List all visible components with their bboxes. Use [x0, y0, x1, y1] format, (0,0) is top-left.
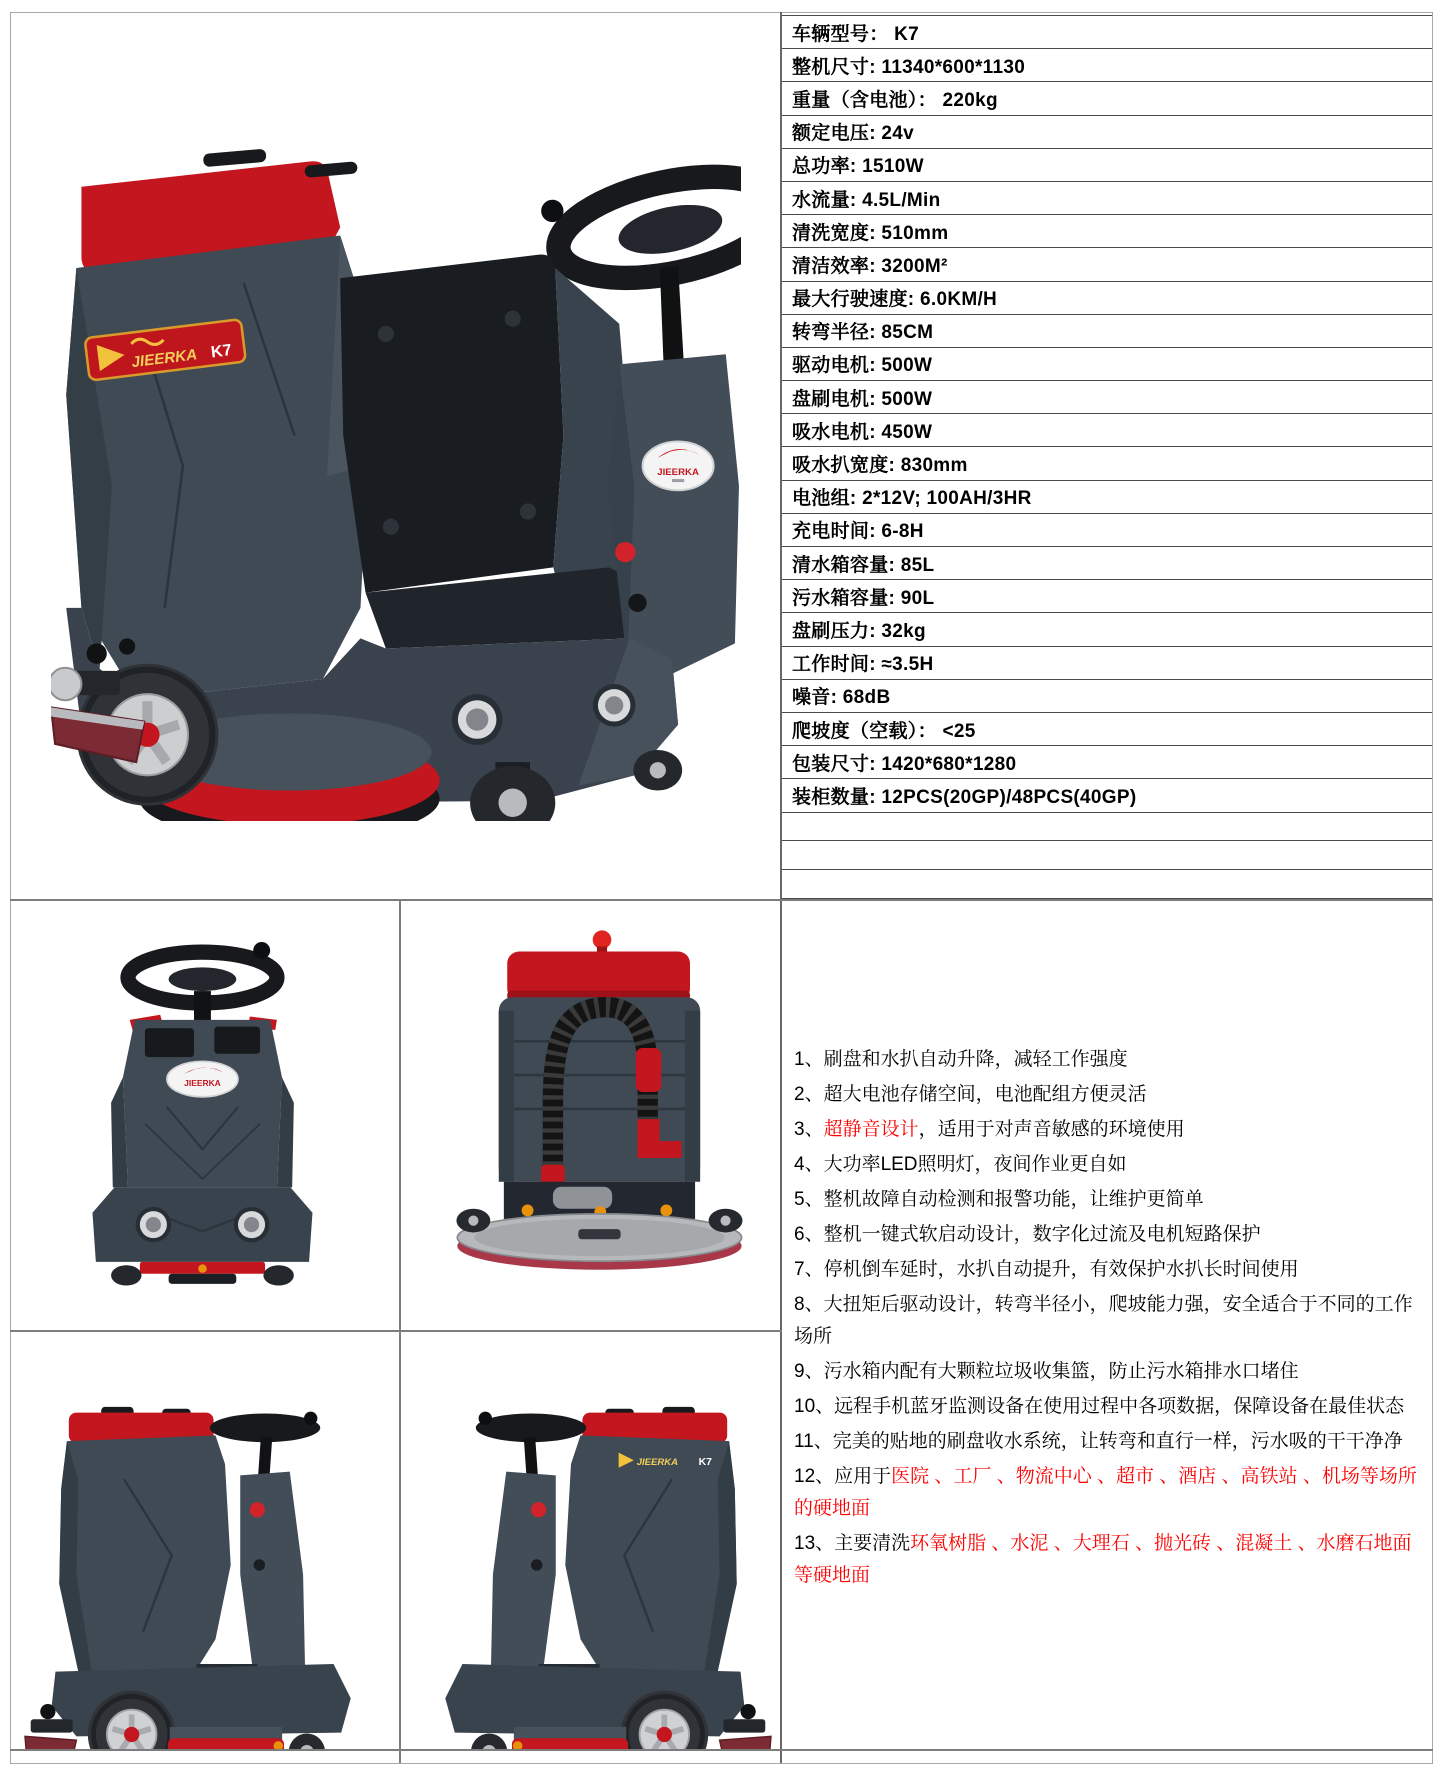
svg-text:JIEERKA: JIEERKA — [130, 346, 198, 372]
spec-table — [782, 15, 1432, 899]
front-shroud — [92, 1187, 312, 1261]
feature-text: 13、主要清洗 — [794, 1533, 911, 1554]
spec-row-empty — [782, 841, 1432, 870]
spec-row — [782, 16, 1432, 49]
scrubber-three-quarter-illustration — [51, 131, 741, 821]
headlight-right — [234, 1207, 270, 1243]
feature-item — [794, 1149, 1422, 1181]
feature-text: ，适用于对声音敏感的环境使用 — [918, 1119, 1185, 1140]
product-photo-front-view — [11, 901, 399, 1329]
spec-row-text: 清洁效率: 3200M² — [792, 255, 948, 277]
feature-text: 8、大扭矩后驱动设计，转弯半径小，爬坡能力强，安全适合于不同的工作场所 — [794, 1294, 1413, 1347]
feature-item — [794, 1254, 1422, 1286]
headlight-right — [592, 684, 635, 727]
spec-row-text: 最大行驶速度: 6.0KM/H — [792, 289, 998, 311]
spec-row-text: 充电时间: 6-8H — [792, 521, 924, 543]
spec-row-text: 污水箱容量: 90L — [792, 587, 935, 609]
spec-row — [782, 348, 1432, 381]
feature-item — [794, 1289, 1422, 1353]
product-photo-side-right-view — [401, 1332, 780, 1749]
spec-row-text: 包装尺寸: 1420*680*1280 — [792, 753, 1017, 775]
product-photo-side-left-view — [11, 1332, 399, 1749]
feature-item — [794, 1079, 1422, 1111]
feature-item — [794, 1391, 1422, 1423]
feature-highlight-text: 超静音设计 — [823, 1119, 919, 1140]
hose-fitting — [635, 1048, 660, 1092]
feature-text: 6、整机一键式软启动设计，数字化过流及电机短路保护 — [794, 1224, 1261, 1245]
steering-console — [240, 1472, 305, 1676]
spec-row-text: 盘刷电机: 500W — [792, 388, 933, 410]
spec-row — [782, 116, 1432, 149]
spec-row — [782, 713, 1432, 746]
spec-row-text: 吸水电机: 450W — [792, 421, 933, 443]
spec-row-text: 噪音: 68dB — [792, 687, 891, 709]
feature-highlight-text: 环氧树脂 、水泥 、大理石 、抛光砖 、混凝土 、水磨石地面等硬地面 — [794, 1533, 1412, 1586]
spec-row — [782, 680, 1432, 713]
tank-body — [66, 236, 367, 700]
feature-item — [794, 1184, 1422, 1216]
feature-item — [794, 1461, 1422, 1525]
feature-item — [794, 1114, 1422, 1146]
spec-row-text: 重量（含电池）： 220kg — [792, 89, 998, 111]
spec-row-text: 整机尺寸: 11340*600*1130 — [792, 56, 1026, 78]
spec-row-text: 清洗宽度: 510mm — [792, 222, 949, 244]
feature-text: 2、超大电池存储空间，电池配组方便灵活 — [794, 1084, 1147, 1105]
feature-text: 5、整机故障自动检测和报警功能，让维护更简单 — [794, 1189, 1204, 1210]
svg-text:JIEERKA: JIEERKA — [656, 466, 699, 478]
spec-row — [782, 547, 1432, 580]
spec-row — [782, 149, 1432, 182]
spec-row — [782, 481, 1432, 514]
svg-text:JIEERKA: JIEERKA — [184, 1077, 221, 1088]
svg-text:K7: K7 — [209, 341, 233, 362]
spec-row — [782, 248, 1432, 281]
feature-text: 10、远程手机蓝牙监测设备在使用过程中各项数据，保障设备在最佳状态 — [794, 1396, 1405, 1417]
spec-row — [782, 182, 1432, 215]
spec-row-text: 装柜数量: 12PCS(20GP)/48PCS(40GP) — [792, 786, 1137, 808]
spec-row — [782, 414, 1432, 447]
spec-row-text: 水流量: 4.5L/Min — [792, 189, 941, 211]
spec-row — [782, 514, 1432, 547]
product-photo-main — [11, 13, 780, 899]
spec-row — [782, 381, 1432, 414]
brush-housing — [168, 1738, 284, 1749]
scrubber-rear-illustration — [426, 909, 756, 1297]
product-photo-rear-top-view — [401, 901, 780, 1329]
svg-text:K7: K7 — [698, 1456, 712, 1468]
feature-text: 7、停机倒车延时，水扒自动提升，有效保护水扒长时间使用 — [794, 1259, 1299, 1280]
logo-badge — [642, 442, 713, 491]
spec-row-text: 吸水扒宽度: 830mm — [792, 455, 968, 477]
spec-row — [782, 447, 1432, 480]
beacon-light — [592, 930, 611, 949]
spec-row-empty — [782, 870, 1432, 899]
spec-row — [782, 647, 1432, 680]
feature-highlight-text: 医院 、工厂 、物流中心 、超市 、酒店 、高铁站 、机场等场所的硬地面 — [794, 1466, 1417, 1519]
seat-backrest — [340, 255, 563, 593]
red-button — [615, 542, 635, 562]
spec-row — [782, 282, 1432, 315]
spec-row — [782, 215, 1432, 248]
spec-row-text: 工作时间: ≈3.5H — [792, 654, 934, 676]
spec-row-text: 车辆型号： K7 — [792, 23, 919, 45]
spec-row — [782, 82, 1432, 115]
spec-row — [782, 580, 1432, 613]
feature-list — [782, 1044, 1430, 1595]
spec-row-text: 清水箱容量: 85L — [792, 554, 935, 576]
spec-row — [782, 746, 1432, 779]
feature-text: 3、 — [794, 1119, 824, 1140]
feature-item — [794, 1044, 1422, 1076]
feature-text: 12、应用于 — [794, 1466, 892, 1487]
feature-item — [794, 1356, 1422, 1388]
steering-wheel — [539, 153, 741, 297]
spec-row — [782, 779, 1432, 812]
divider-horizontal-bottom — [10, 1749, 1433, 1751]
spec-row-text: 电池组: 2*12V; 100AH/3HR — [792, 488, 1032, 510]
spec-row — [782, 613, 1432, 646]
feature-text: 9、污水箱内配有大颗粒垃圾收集篮，防止污水箱排水口堵住 — [794, 1361, 1299, 1382]
spec-row — [782, 49, 1432, 82]
svg-text:JIEERKA: JIEERKA — [636, 1456, 678, 1468]
feature-text: 1、刷盘和水扒自动升降，减轻工作强度 — [794, 1049, 1128, 1070]
feature-text: 4、大功率LED照明灯，夜间作业更自如 — [794, 1154, 1127, 1175]
spec-row-text: 转弯半径: 85CM — [792, 322, 934, 344]
spec-row-empty — [782, 813, 1432, 842]
spec-row — [782, 315, 1432, 348]
headlight-left — [451, 694, 502, 745]
spec-row-text: 额定电压: 24v — [792, 123, 915, 145]
spec-row-text: 驱动电机: 500W — [792, 355, 933, 377]
spec-row-text: 爬坡度（空载）： <25 — [792, 720, 976, 742]
logo-badge — [167, 1061, 238, 1097]
feature-item — [794, 1426, 1422, 1458]
spec-row-text: 盘刷压力: 32kg — [792, 620, 926, 642]
scrubber-side-right-illustration — [405, 1384, 777, 1749]
spec-row-text: 总功率: 1510W — [792, 156, 924, 178]
feature-item — [794, 1219, 1422, 1251]
feature-text: 11、完美的贴地的刷盘收水系统，让转弯和直行一样，污水吸的干干净净 — [794, 1431, 1403, 1452]
headlight-left — [136, 1207, 172, 1243]
feature-item — [794, 1528, 1422, 1592]
scrubber-side-left-illustration — [19, 1384, 391, 1749]
scrubber-front-illustration — [40, 925, 370, 1289]
